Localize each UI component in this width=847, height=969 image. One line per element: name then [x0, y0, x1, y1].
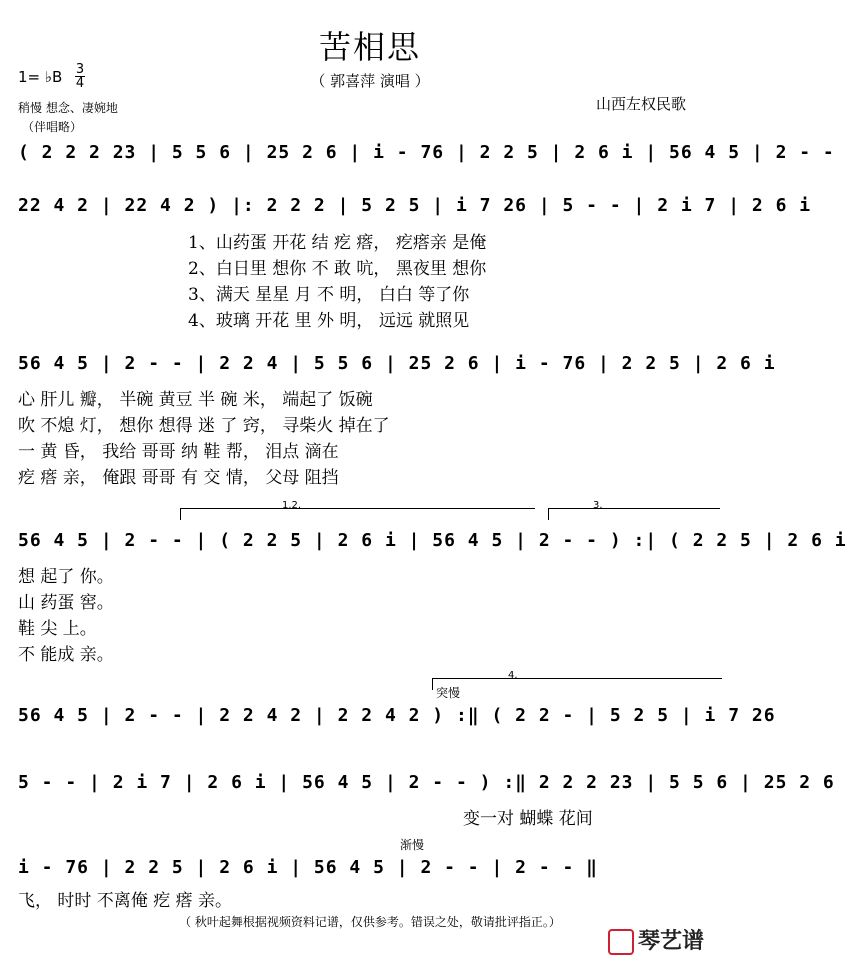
lyric-v3-line-b: 一 黄 昏， 我给 哥哥 纳 鞋 帮， 泪点 滴在: [18, 442, 339, 462]
lyric-v3-line-c: 鞋 尖 上。: [18, 619, 97, 639]
lyric-v1-line-c: 想 起了 你。: [18, 567, 114, 587]
lyric-v2-line-b: 吹 不熄 灯， 想你 想得 迷 了 窍， 寻柴火 掉在了: [18, 416, 390, 436]
notation-row-6: 5 - - | 2 i 7 | 2 6 i | 56 4 5 | 2 - - ) :‖ 2 2 2 23 | 5 5 6 | 25 2 6: [18, 772, 835, 793]
volta-label-3: 3.: [593, 500, 603, 511]
notation-row-2: 22 4 2 | 22 4 2 ) |: 2 2 2 | 5 2 5 | i 7 26 | 5 - - | 2 i 7 | 2 6 i: [18, 195, 812, 216]
volta-bracket-4-start: [432, 678, 433, 690]
song-origin: 山西左权民歌: [596, 95, 687, 113]
lyric-v2-line-c: 山 药蛋 窖。: [18, 593, 114, 613]
site-logo: [608, 924, 704, 955]
time-signature-top: 3: [75, 62, 85, 77]
logo-text: 琴艺谱: [638, 929, 705, 954]
score-title: 苦相思: [318, 28, 421, 66]
score-subtitle: （ 郭喜萍 演唱 ）: [310, 72, 430, 90]
volta-bracket-1-2: [180, 508, 535, 509]
volta-bracket-1-2-start: [180, 508, 181, 520]
lyric-v1-line-b: 心 肝儿 瓣， 半碗 黄豆 半 碗 米， 端起了 饭碗: [18, 390, 373, 410]
lyric-v4-line-a: 4、玻璃 开花 里 外 明， 远远 就照见: [188, 311, 470, 331]
volta-bracket-4: [432, 678, 722, 679]
lyric-ending-line-1: 变一对 蝴蝶 花间: [463, 809, 593, 829]
notation-row-3: 56 4 5 | 2 - - | 2 2 4 | 5 5 6 | 25 2 6 | i - 76 | 2 2 5 | 2 6 i: [18, 353, 776, 374]
volta-label-1-2: 1.2.: [282, 500, 302, 511]
lyric-v2-line-a: 2、白日里 想你 不 敢 吭， 黑夜里 想你: [188, 259, 487, 279]
accompaniment-note: （伴唱略）: [22, 120, 83, 134]
key-signature: 1= ♭B: [18, 68, 63, 86]
logo-icon: [608, 929, 634, 955]
sudden-slow-marking: 突慢: [436, 686, 461, 700]
lyric-v4-line-b: 疙 瘩 亲， 俺跟 哥哥 有 交 情， 父母 阻挡: [18, 468, 339, 488]
volta-bracket-3-start: [548, 508, 549, 520]
notation-row-5: 56 4 5 | 2 - - | 2 2 4 2 | 2 2 4 2 ) :‖ ( 2 2 - | 5 2 5 | i 7 26: [18, 705, 776, 726]
volta-label-4: 4.: [508, 670, 518, 681]
lyric-v4-line-c: 不 能成 亲。: [18, 645, 114, 665]
notation-row-1: ( 2 2 2 23 | 5 5 6 | 25 2 6 | i - 76 | 2 2 5 | 2 6 i | 56 4 5 | 2 - -: [18, 142, 835, 163]
lyric-v3-line-a: 3、满天 星星 月 不 明， 白白 等了你: [188, 285, 470, 305]
gradual-slow-marking: 渐慢: [400, 838, 425, 852]
time-signature-bottom: 4: [75, 76, 85, 91]
notation-row-4: 56 4 5 | 2 - - | ( 2 2 5 | 2 6 i | 56 4 5 | 2 - - ) :| ( 2 2 5 | 2 6 i: [18, 530, 847, 551]
volta-bracket-3: [548, 508, 720, 509]
tempo-marking: 稍慢 想念、凄婉地: [18, 101, 118, 115]
notation-row-7: i - 76 | 2 2 5 | 2 6 i | 56 4 5 | 2 - - | 2 - - ‖: [18, 857, 599, 878]
lyric-v1-line-a: 1、山药蛋 开花 结 疙 瘩， 疙瘩亲 是俺: [188, 233, 487, 253]
lyric-ending-line-2: 飞， 时时 不离俺 疙 瘩 亲。: [18, 891, 233, 911]
footer-note: （ 秋叶起舞根据视频资料记谱，仅供参考。错误之处，敬请批评指正。）: [179, 915, 561, 929]
time-signature: [75, 63, 85, 90]
